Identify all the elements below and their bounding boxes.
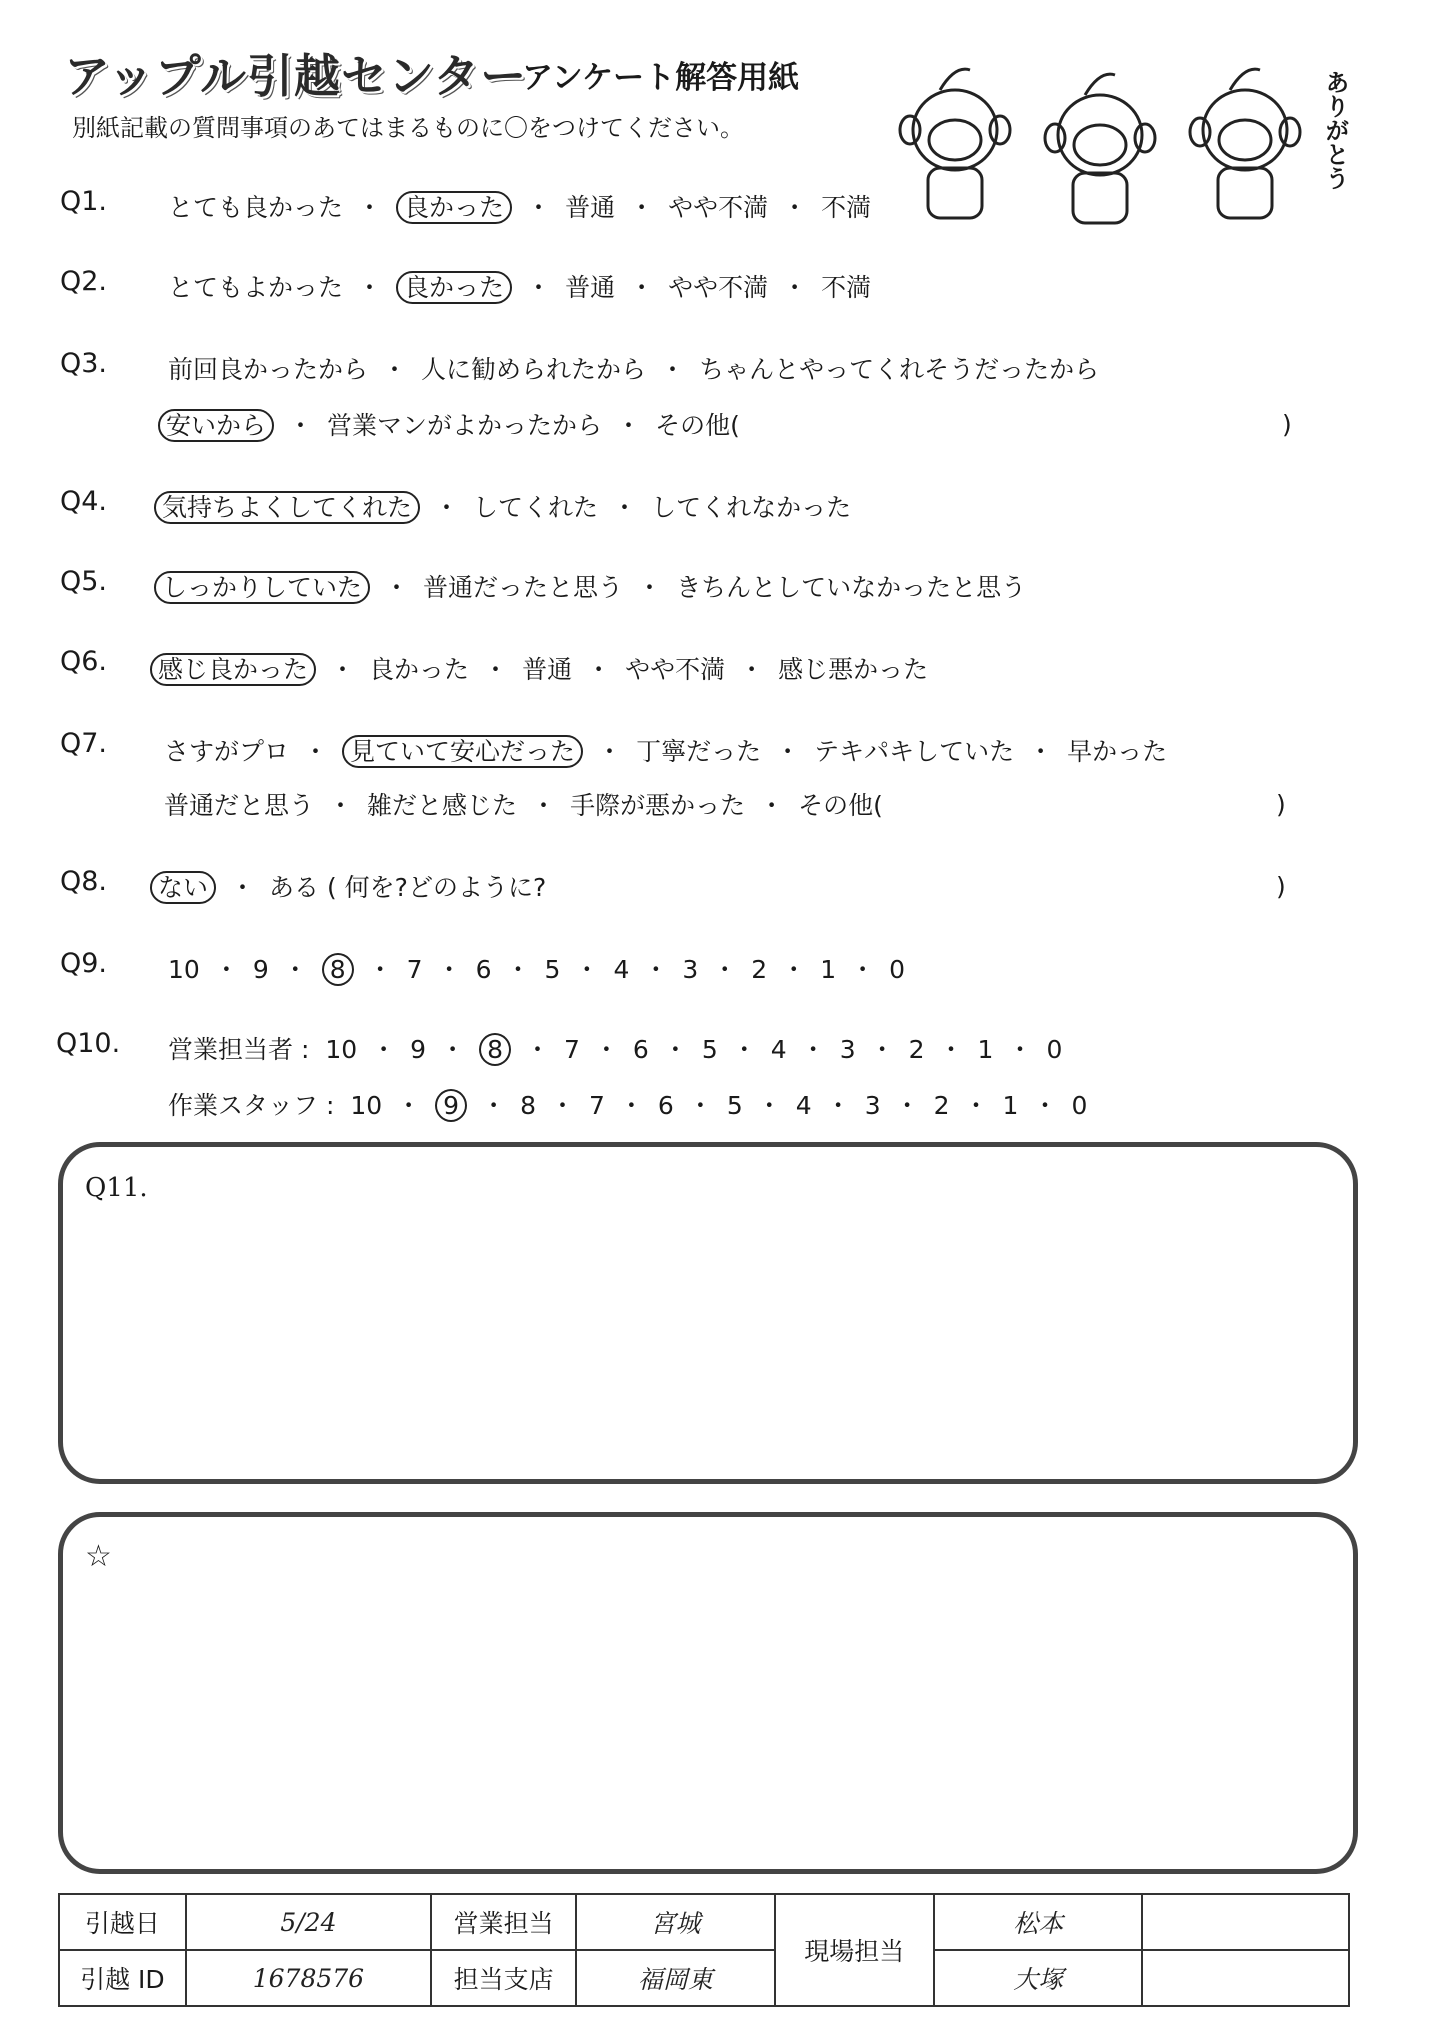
q10-staff-score-8[interactable]: 8 — [520, 1091, 536, 1120]
q5-option-1-selected[interactable]: しっかりしていた — [154, 571, 370, 604]
q10-label: Q10. — [56, 1028, 121, 1059]
sales-rep-label: 営業担当 — [431, 1894, 576, 1950]
q6-option-4[interactable]: やや不満 — [625, 655, 726, 684]
q7-options-line1: さすがプロ ・ 見ていて安心だった ・ 丁寧だった ・ テキパキしていた ・ 早かった — [164, 737, 1168, 766]
q6-option-3[interactable]: 普通 — [522, 655, 573, 684]
q10-staff-score-2[interactable]: 2 — [933, 1091, 950, 1120]
q11-label: Q11. — [85, 1173, 148, 1203]
site-rep-value-1: 松本 — [934, 1894, 1143, 1950]
q2-options: とてもよかった ・ 良かった ・ 普通 ・ やや不満 ・ 不満 — [168, 273, 872, 302]
q9-score-3[interactable]: 3 — [682, 955, 699, 984]
q3-option-5[interactable]: 営業マンがよかったから — [327, 411, 603, 440]
q6-option-2[interactable]: 良かった — [369, 655, 470, 684]
q9-score-8-selected[interactable]: 8 — [322, 953, 354, 986]
q10-staff-score-0[interactable]: 0 — [1071, 1091, 1088, 1120]
q7-option-3[interactable]: 丁寧だった — [636, 737, 762, 766]
q7-option-8[interactable]: 手際が悪かった — [570, 791, 746, 820]
q3-option-3[interactable]: ちゃんとやってくれそうだったから — [699, 355, 1100, 384]
q2-option-5[interactable]: 不満 — [821, 273, 872, 302]
monkey-mascots-illustration — [880, 60, 1340, 230]
q8-option-2[interactable]: ある ( 何を?どのように? — [269, 873, 547, 902]
thanks-text: ありがとう — [1321, 70, 1349, 190]
q10-staff-score-5[interactable]: 5 — [726, 1091, 743, 1120]
site-rep-label: 現場担当 — [775, 1894, 934, 2006]
q10-staff-score-10[interactable]: 10 — [350, 1091, 383, 1120]
q7-option-2-selected[interactable]: 見ていて安心だった — [342, 735, 583, 768]
q9-score-2[interactable]: 2 — [751, 955, 768, 984]
move-date-value: 5/24 — [186, 1894, 431, 1950]
q10-sales-score-1[interactable]: 1 — [977, 1035, 994, 1064]
q10-staff-row: 作業スタッフ : 10 ・ 9 ・ 8 ・ 7 ・ 6 ・ 5 ・ 4 ・ 3 ・ 2 ・ 1 ・ 0 — [168, 1091, 1088, 1120]
q6-option-1-selected[interactable]: 感じ良かった — [150, 653, 316, 686]
q3-option-2[interactable]: 人に勧められたから — [421, 355, 647, 384]
q10-sales-row: 営業担当者 : 10 ・ 9 ・ 8 ・ 7 ・ 6 ・ 5 ・ 4 ・ 3 ・ 2 ・ 1 ・ 0 — [168, 1035, 1063, 1064]
branch-label: 担当支店 — [431, 1950, 576, 2006]
q6-label: Q6. — [60, 646, 108, 677]
monkey-icon-middle — [1045, 74, 1155, 223]
q4-option-2[interactable]: してくれた — [473, 493, 599, 522]
q9-score-1[interactable]: 1 — [820, 955, 837, 984]
q10-sales-score-3[interactable]: 3 — [839, 1035, 856, 1064]
q6-options: 感じ良かった ・ 良かった ・ 普通 ・ やや不満 ・ 感じ悪かった — [150, 650, 928, 686]
q2-label: Q2. — [60, 266, 108, 297]
q10-staff-score-1[interactable]: 1 — [1002, 1091, 1019, 1120]
q5-option-3[interactable]: きちんとしていなかったと思う — [676, 573, 1027, 602]
q10-staff-score-9-selected[interactable]: 9 — [435, 1089, 467, 1122]
q1-option-2-selected[interactable]: 良かった — [396, 191, 512, 224]
q8-option-1-selected[interactable]: ない — [150, 871, 216, 904]
move-id-value: 1678576 — [186, 1950, 431, 2006]
q7-option-1[interactable]: さすがプロ — [164, 737, 290, 766]
q4-options: 気持ちよくしてくれた ・ してくれた ・ してくれなかった — [154, 488, 851, 524]
q3-options-line2: 安いから ・ 営業マンがよかったから ・ その他( — [158, 406, 740, 442]
q9-score-4[interactable]: 4 — [613, 955, 630, 984]
q9-score-0[interactable]: 0 — [889, 955, 906, 984]
page-subtitle: アンケート解答用紙 — [522, 60, 800, 96]
q7-option-9[interactable]: その他( — [798, 791, 883, 820]
sales-rep-value: 宮城 — [576, 1894, 774, 1950]
q10-sales-score-10[interactable]: 10 — [325, 1035, 358, 1064]
q3-label: Q3. — [60, 348, 108, 379]
q9-score-5[interactable]: 5 — [544, 955, 561, 984]
q1-option-5[interactable]: 不満 — [821, 193, 872, 222]
q9-scale: 10 ・ 9 ・ 8 ・ 7 ・ 6 ・ 5 ・ 4 ・ 3 ・ 2 ・ 1 ・ 0 — [168, 955, 906, 984]
branch-value: 福岡東 — [576, 1950, 774, 2006]
q3-options-line1: 前回良かったから ・ 人に勧められたから ・ ちゃんとやってくれそうだったから — [168, 355, 1100, 384]
q9-score-6[interactable]: 6 — [475, 955, 492, 984]
q7-option-4[interactable]: テキパキしていた — [814, 737, 1015, 766]
q10-staff-score-3[interactable]: 3 — [864, 1091, 881, 1120]
q10-sales-label: 営業担当者 : — [168, 1035, 310, 1064]
q3-option-6[interactable]: その他( — [655, 411, 740, 440]
q1-label: Q1. — [60, 186, 108, 217]
q1-option-1[interactable]: とても良かった — [168, 193, 344, 222]
q9-score-9[interactable]: 9 — [252, 955, 269, 984]
monkey-icon-left — [900, 69, 1010, 218]
q3-close-paren: ) — [1282, 410, 1292, 439]
q10-staff-score-7[interactable]: 7 — [589, 1091, 605, 1120]
q7-close-paren: ) — [1276, 790, 1286, 819]
q9-score-7[interactable]: 7 — [406, 955, 423, 984]
q8-options: ない ・ ある ( 何を?どのように? — [150, 868, 546, 904]
q3-option-4-selected[interactable]: 安いから — [158, 409, 274, 442]
q1-option-3[interactable]: 普通 — [565, 193, 616, 222]
q5-label: Q5. — [60, 566, 108, 597]
monkey-icon-right — [1190, 69, 1300, 218]
q10-staff-score-4[interactable]: 4 — [795, 1091, 812, 1120]
q8-label: Q8. — [60, 866, 108, 897]
q10-sales-score-9[interactable]: 9 — [410, 1035, 427, 1064]
q2-option-4[interactable]: やや不満 — [668, 273, 769, 302]
q10-sales-score-0[interactable]: 0 — [1046, 1035, 1063, 1064]
q10-sales-score-5[interactable]: 5 — [701, 1035, 718, 1064]
q10-staff-score-6[interactable]: 6 — [657, 1091, 674, 1120]
free-comment-box[interactable] — [58, 1512, 1358, 1874]
q7-options-line2: 普通だと思う ・ 雑だと感じた ・ 手際が悪かった ・ その他( — [164, 791, 883, 820]
move-id-label: 引越 ID — [59, 1950, 186, 2006]
q10-sales-score-8-selected[interactable]: 8 — [479, 1033, 511, 1066]
q2-option-3[interactable]: 普通 — [565, 273, 616, 302]
q8-close-paren: ) — [1276, 872, 1286, 901]
q10-sales-score-4[interactable]: 4 — [770, 1035, 787, 1064]
q4-option-1-selected[interactable]: 気持ちよくしてくれた — [154, 491, 420, 524]
q10-sales-score-2[interactable]: 2 — [908, 1035, 925, 1064]
footer-table — [58, 1893, 1350, 2007]
q2-option-2-selected[interactable]: 良かった — [396, 271, 512, 304]
q3-option-1[interactable]: 前回良かったから — [168, 355, 369, 384]
q7-option-6[interactable]: 普通だと思う — [164, 791, 315, 820]
footer-empty-cell-1 — [1142, 1894, 1349, 1950]
q1-options: とても良かった ・ 良かった ・ 普通 ・ やや不満 ・ 不満 — [168, 193, 872, 222]
q7-label: Q7. — [60, 728, 108, 759]
q10-staff-label: 作業スタッフ : — [168, 1091, 335, 1120]
q2-option-1[interactable]: とてもよかった — [168, 273, 344, 302]
q1-option-4[interactable]: やや不満 — [668, 193, 769, 222]
q11-comment-box[interactable] — [58, 1142, 1358, 1484]
site-rep-value-2: 大塚 — [934, 1950, 1143, 2006]
star-icon: ☆ — [85, 1539, 112, 1574]
move-date-label: 引越日 — [59, 1894, 186, 1950]
q9-label: Q9. — [60, 948, 108, 979]
q10-sales-score-7[interactable]: 7 — [564, 1035, 580, 1064]
q4-label: Q4. — [60, 486, 108, 517]
page-title: アップル引越センター — [64, 49, 528, 103]
instructions: 別紙記載の質問事項のあてはまるものに〇をつけてください。 — [72, 114, 744, 142]
q10-sales-score-6[interactable]: 6 — [632, 1035, 649, 1064]
q4-option-3[interactable]: してくれなかった — [651, 493, 852, 522]
footer-empty-cell-2 — [1142, 1950, 1349, 2006]
q7-option-7[interactable]: 雑だと感じた — [367, 791, 518, 820]
q5-option-2[interactable]: 普通だったと思う — [423, 573, 624, 602]
q6-option-5[interactable]: 感じ悪かった — [778, 655, 929, 684]
q7-option-5[interactable]: 早かった — [1067, 737, 1168, 766]
q9-score-10[interactable]: 10 — [168, 955, 200, 984]
q5-options: しっかりしていた ・ 普通だったと思う ・ きちんとしていなかったと思う — [154, 568, 1026, 604]
